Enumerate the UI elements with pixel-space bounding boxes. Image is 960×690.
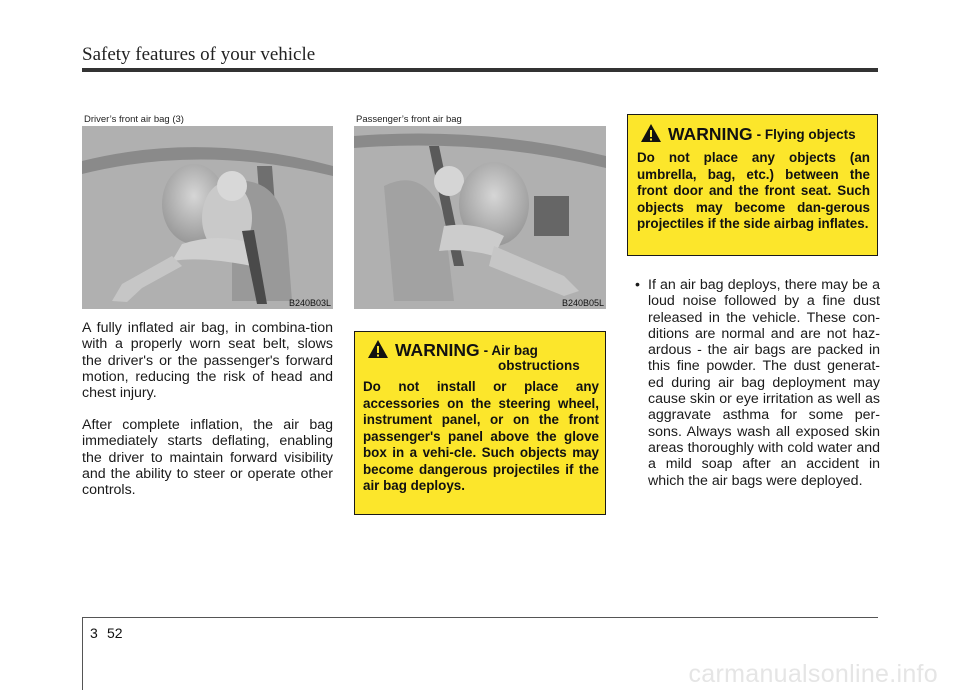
airbag-paragraph-2: After complete inflation, the air bag immediately starts deflating, enabling the driver to maintain forward visibility and the ability to steer or operate other controls. (82, 417, 333, 499)
warning-box-flying-objects (627, 114, 878, 256)
warning-box-obstructions (354, 331, 606, 515)
section-number: 3 (90, 625, 98, 641)
passenger-figure-caption: Passenger’s front air bag (356, 114, 462, 125)
footer-vertical-rule (82, 617, 83, 690)
warning-heading (367, 341, 538, 359)
warning-label: WARNING (668, 124, 753, 144)
driver-airbag-drawing (82, 126, 333, 309)
warning-triangle-icon (367, 339, 389, 359)
warning-flying-text: Do not place any objects (an umbrella, bag, etc.) between the front door and the front seat. Such objects may become dan-gerous projectiles if the side airbag inflates. (637, 150, 870, 231)
page-number: 52 (107, 625, 123, 641)
passenger-airbag-drawing (354, 126, 606, 309)
airbag-paragraph-1: A fully inflated air bag, in combina-tion with a properly worn seat belt, slows the driver's or the passenger's forward motion, reducing the risk of head and chest injury. (82, 320, 333, 402)
page-header-title: Safety features of your vehicle (82, 44, 316, 65)
passenger-figure-code: B240B05L (561, 298, 604, 308)
header-rule (82, 68, 878, 72)
watermark: carmanualsonline.info (688, 660, 938, 688)
passenger-airbag-illustration (354, 126, 606, 309)
warning-subtitle: - Air bag (483, 343, 538, 358)
warning-label: WARNING (395, 340, 480, 360)
footer-rule (82, 617, 878, 618)
airbag-dust-bullet (633, 277, 880, 489)
driver-figure-code: B240B03L (288, 298, 331, 308)
warning-heading (640, 125, 856, 143)
warning-obstructions-text: Do not install or place any accessories on the steering wheel, instrument panel, or on the front passenger's panel above the glove box in a vehi-cle. Such objects may become dangerous projectiles if the air bag deploys. (363, 379, 599, 493)
bullet-text: If an air bag deploys, there may be a loud noise followed by a fine dust released in the vehicle. These con-ditions are normal and are not haz-ardous - the air bags are packed in this fine powder. The dust generat-ed during air bag deployment may cause skin or eye irritation as well as aggravate asthma for some per-sons. Always wash all exposed skin areas thoroughly with cold water and a mild soap after an accident in which the air bags were deployed. (648, 277, 880, 489)
warning-triangle-icon (640, 123, 662, 143)
driver-airbag-illustration (82, 126, 333, 309)
bullet-mark: • (635, 277, 640, 293)
warning-subtitle: - Flying objects (756, 127, 856, 142)
warning-subtitle-line2: obstructions (498, 358, 580, 373)
driver-figure-caption: Driver’s front air bag (3) (84, 114, 184, 125)
